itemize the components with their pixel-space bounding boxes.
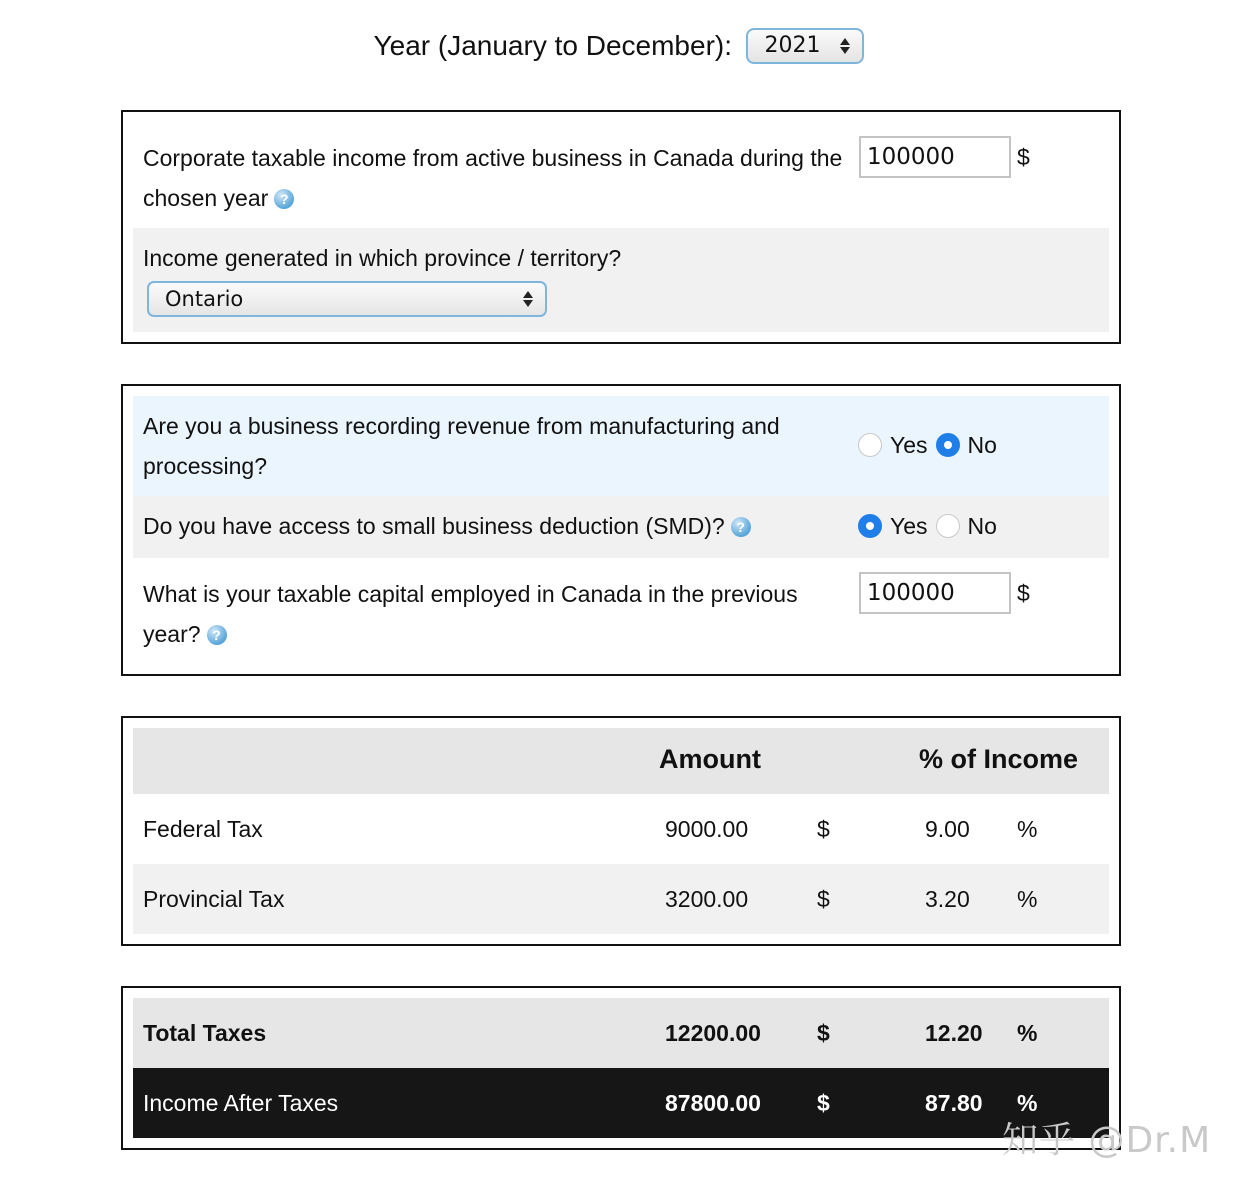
total-amount: 12200.00 [665,1020,761,1046]
after-pct-sign: % [1017,1090,1038,1116]
total-label: Total Taxes [143,1020,267,1046]
after-percent: 87.80 [925,1090,983,1116]
watermark: 知乎 @Dr.M [1002,1120,1212,1161]
help-icon[interactable]: ? [731,517,751,537]
select-arrows-icon [840,37,850,55]
manufacturing-no-label: No [967,432,997,458]
capital-question-text: What is your taxable capital employed in Canada in the previous year? [143,581,798,647]
row-percent: 9.00 [925,816,970,842]
smd-no-radio[interactable] [936,514,960,538]
year-row [0,28,1238,68]
total-taxes-row [133,998,1109,1068]
table-row-provincial [133,864,1109,934]
income-input[interactable]: 100000 [859,136,1011,178]
income-unit: $ [1017,144,1030,170]
row-pct-sign: % [1017,816,1038,842]
smd-yes-label: Yes [890,513,928,539]
manufacturing-no-radio[interactable] [936,433,960,457]
income-panel [121,110,1121,344]
totals-panel [121,986,1121,1150]
row-currency: $ [817,816,830,842]
tax-table-panel [121,716,1121,946]
manufacturing-question: Are you a business recording revenue from manufacturing and processing? [143,413,780,479]
help-icon[interactable]: ? [274,189,294,209]
table-row-federal [133,794,1109,864]
row-pct-sign: % [1017,886,1038,912]
manufacturing-yes-radio[interactable] [858,433,882,457]
province-question: Income generated in which province / territory? [143,245,622,271]
after-amount: 87800.00 [665,1090,761,1116]
capital-unit: $ [1017,580,1030,606]
year-select[interactable] [746,28,864,64]
after-label: Income After Taxes [143,1090,339,1116]
amount-header: Amount [659,744,761,774]
table-header-row [133,728,1109,794]
income-after-taxes-row [133,1068,1109,1138]
manufacturing-radio-group [858,432,1005,459]
year-value: 2021 [764,33,821,58]
income-question [143,138,843,218]
capital-question [143,574,843,654]
row-amount: 3200.00 [665,886,749,912]
smd-radio-group [858,513,1005,540]
smd-yes-radio[interactable] [858,514,882,538]
province-select[interactable] [147,281,547,317]
smd-question-text: Do you have access to small business deduction (SMD)? [143,513,725,539]
income-question-text: Corporate taxable income from active business in Canada during the chosen year [143,145,843,211]
manufacturing-yes-label: Yes [890,432,928,458]
province-value: Ontario [165,287,244,311]
capital-row [133,558,1109,664]
select-arrows-icon [523,290,533,308]
row-label: Federal Tax [143,816,263,842]
capital-input[interactable]: 100000 [859,572,1011,614]
total-pct-sign: % [1017,1020,1038,1046]
total-percent: 12.20 [925,1020,983,1046]
smd-question [143,506,751,546]
smd-row [133,496,1109,558]
percent-header: % of Income [919,744,1079,774]
row-currency: $ [817,886,830,912]
questions-panel [121,384,1121,676]
year-label: Year (January to December): [373,30,732,61]
row-percent: 3.20 [925,886,970,912]
manufacturing-row [133,396,1109,496]
income-row [133,122,1109,228]
row-amount: 9000.00 [665,816,749,842]
smd-no-label: No [967,513,997,539]
total-currency: $ [817,1020,830,1046]
row-label: Provincial Tax [143,886,285,912]
help-icon[interactable]: ? [207,625,227,645]
province-row [133,228,1109,332]
after-currency: $ [817,1090,830,1116]
